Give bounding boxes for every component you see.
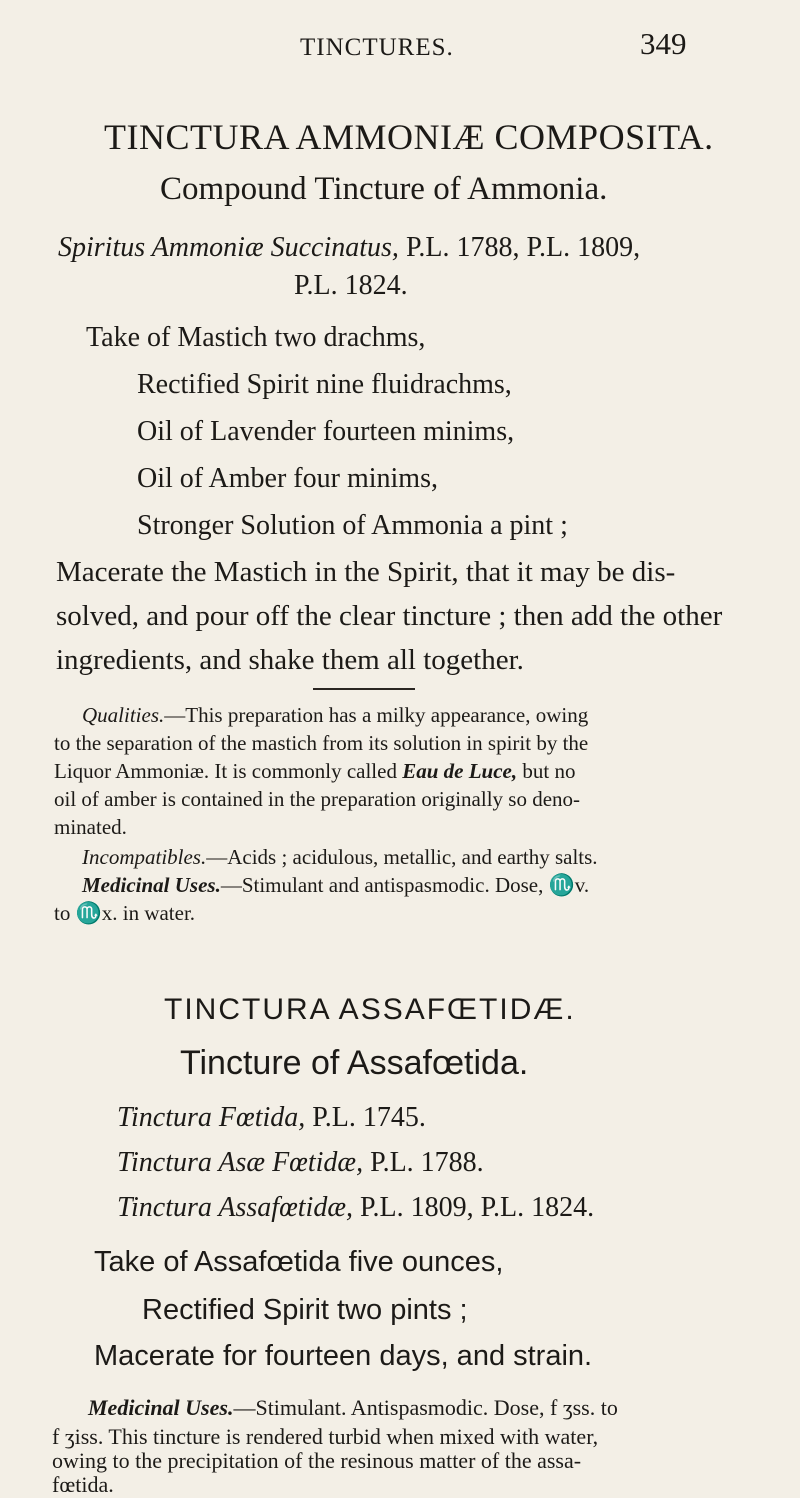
note-line: oil of amber is contained in the preparation originally so deno- xyxy=(54,787,581,811)
recipe-line: Oil of Amber four minims, xyxy=(137,463,438,494)
directions-line: solved, and pour off the clear tincture ; then add the other xyxy=(56,600,723,632)
note-line: Liquor Ammoniæ. It is commonly called Eau de Luce, but no xyxy=(54,759,576,783)
divider-rule xyxy=(313,688,415,690)
note-medicinal-uses: Medicinal Uses.—Stimulant and antispasmodic. Dose, ♏v. xyxy=(82,873,590,897)
note-line: owing to the precipitation of the resinous matter of the assa- xyxy=(52,1448,582,1473)
page-number: 349 xyxy=(640,26,687,61)
recipe-line: Rectified Spirit nine fluidrachms, xyxy=(137,369,512,400)
synonym-line-cont: P.L. 1824. xyxy=(294,270,408,301)
recipe-line: Stronger Solution of Ammonia a pint ; xyxy=(137,510,568,541)
note-line: f ʒiss. This tincture is rendered turbid when mixed with water, xyxy=(52,1424,599,1449)
synonym-name: Spiritus Ammoniæ Succinatus, xyxy=(58,232,399,263)
section-title: TINCTURA ASSAFŒTIDÆ. xyxy=(164,993,576,1026)
note-incompatibles: Incompatibles.—Acids ; acidulous, metallic, and earthy salts. xyxy=(82,845,598,869)
recipe-line: Rectified Spirit two pints ; xyxy=(142,1294,468,1326)
recipe-line: Oil of Lavender fourteen minims, xyxy=(137,416,515,447)
recipe-line: Macerate for fourteen days, and strain. xyxy=(94,1340,593,1372)
section-subtitle: Tincture of Assafœtida. xyxy=(180,1044,529,1082)
synonym-refs: P.L. 1788, P.L. 1809, xyxy=(398,232,641,263)
synonym-line: Tinctura Fœtida, P.L. 1745. xyxy=(117,1102,426,1133)
recipe-line: Take of Mastich two drachms, xyxy=(86,322,426,353)
note-line: minated. xyxy=(54,815,127,839)
note-line: to the separation of the mastich from its solution in spirit by the xyxy=(54,731,589,755)
running-head: TINCTURES. xyxy=(300,34,454,61)
note-line: fœtida. xyxy=(52,1472,114,1497)
note-qualities: Qualities.—This preparation has a milky appearance, owing xyxy=(82,703,589,727)
synonym-line: Tinctura Asæ Fœtidæ, P.L. 1788. xyxy=(117,1147,484,1178)
directions-line: Macerate the Mastich in the Spirit, that it may be dis- xyxy=(56,556,676,588)
synonym-line: Tinctura Assafœtidæ, P.L. 1809, P.L. 1824. xyxy=(117,1192,595,1223)
note-line: to ♏x. in water. xyxy=(54,901,196,925)
recipe-line: Take of Assafœtida five ounces, xyxy=(94,1246,504,1278)
directions-line: ingredients, and shake them all together. xyxy=(56,644,524,676)
section-title: TINCTURA AMMONIÆ COMPOSITA. xyxy=(104,117,714,157)
note-medicinal-uses: Medicinal Uses.—Stimulant. Antispasmodic. Dose, f ʒss. to xyxy=(88,1395,618,1420)
synonym-line xyxy=(58,232,640,264)
section-subtitle: Compound Tincture of Ammonia. xyxy=(160,171,608,207)
